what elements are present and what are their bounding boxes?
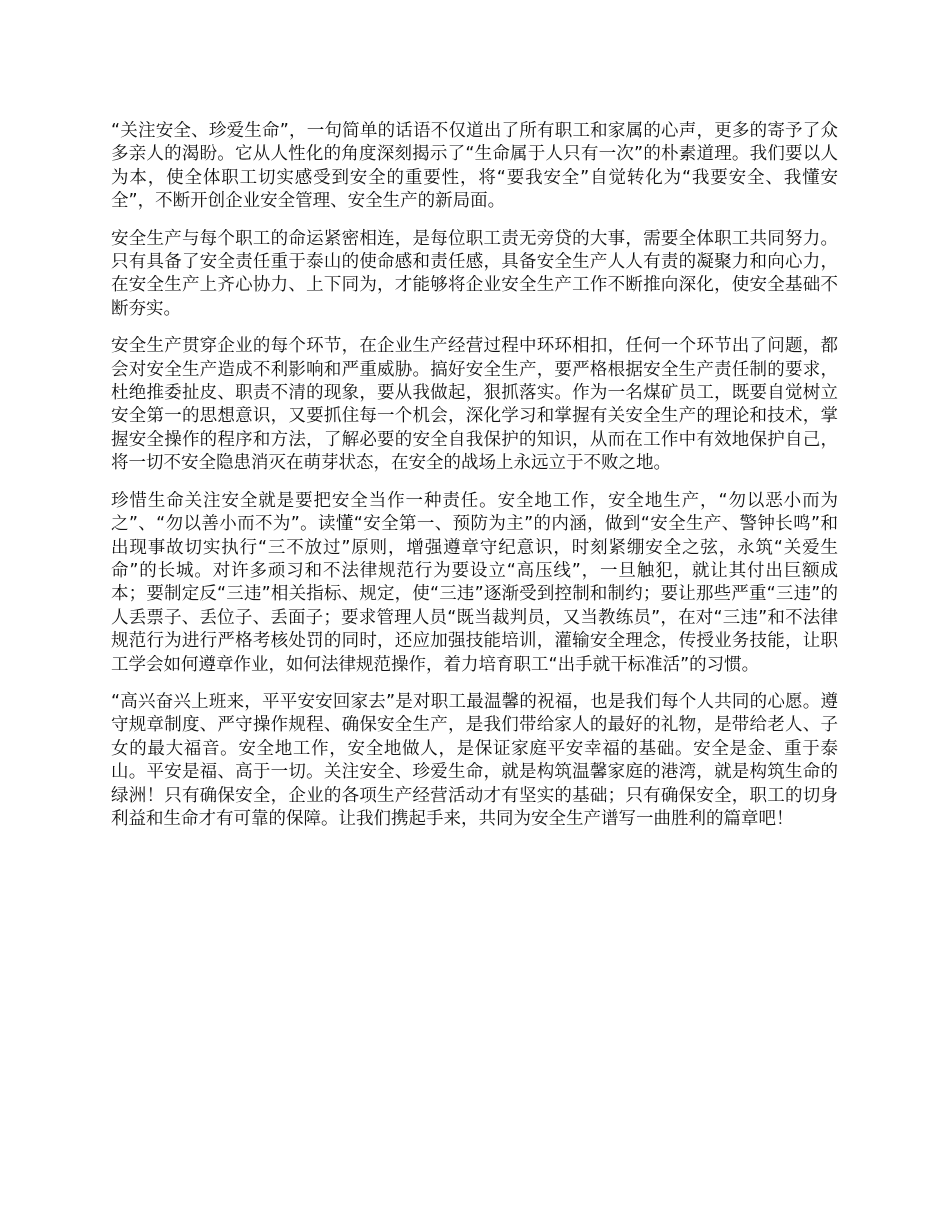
paragraph-5: “高兴奋兴上班来，平平安安回家去”是对职工最温馨的祝福，也是我们每个人共同的心愿。遵守规章制度、严守操作规程、确保安全生产，是我们带给家人的最好的礼物，是带给老人、子女的最大福音。安全地工作，安全地做人，是保证家庭平安幸福的基础。安全是金、重于泰山。平安是福、高于一切。关注安全、珍爱生命，就是构筑温馨家庭的港湾，就是构筑生命的绿洲！只有确保安全，企业的各项生产经营活动才有坚实的基础；只有确保安全，职工的切身利益和生命才有可靠的保障。让我们携起手来，共同为安全生产谱写一曲胜利的篇章吧！ [111, 691, 838, 829]
paragraph-4: 珍惜生命关注安全就是要把安全当作一种责任。安全地工作，安全地生产，“勿以恶小而为之”、“勿以善小而不为”。读懂“安全第一、预防为主”的内涵，做到“安全生产、警钟长鸣”和出现事故切实执行“三不放过”原则，增强遵章守纪意识，时刻紧绷安全之弦，永筑“关爱生命”的长城。对许多顽习和不法律规范行为要设立“高压线”，一旦触犯，就让其付出巨额成本；要制定反“三违”相关指标、规定，使“三违”逐渐受到控制和制约；要让那些严重“三违”的人丢票子、丢位子、丢面子；要求管理人员“既当裁判员，又当教练员”，在对“三违”和不法律规范行为进行严格考核处罚的同时，还应加强技能培训，灌输安全理念，传授业务技能，让职工学会如何遵章作业，如何法律规范操作，着力培育职工“出手就干标准活”的习惯。 [111, 490, 838, 675]
paragraph-3: 安全生产贯穿企业的每个环节，在企业生产经营过程中环环相扣，任何一个环节出了问题，都会对安全生产造成不利影响和严重威胁。搞好安全生产，要严格根据安全生产责任制的要求，杜绝推委扯皮、职责不清的现象，要从我做起，狠抓落实。作为一名煤矿员工，既要自觉树立安全第一的思想意识，又要抓住每一个机会，深化学习和掌握有关安全生产的理论和技术，掌握安全操作的程序和方法，了解必要的安全自我保护的知识，从而在工作中有效地保护自己，将一切不安全隐患消灭在萌芽状态，在安全的战场上永远立于不败之地。 [111, 336, 838, 474]
document-body [111, 120, 838, 845]
paragraph-2: 安全生产与每个职工的命运紧密相连，是每位职工责无旁贷的大事，需要全体职工共同努力。只有具备了安全责任重于泰山的使命感和责任感，具备安全生产人人有责的凝聚力和向心力，在安全生产上齐心协力、上下同为，才能够将企业安全生产工作不断推向深化，使安全基础不断夯实。 [111, 228, 838, 319]
paragraph-1: “关注安全、珍爱生命”，一句简单的话语不仅道出了所有职工和家属的心声，更多的寄予了众多亲人的渴盼。它从人性化的角度深刻揭示了“生命属于人只有一次”的朴素道理。我们要以人为本，使全体职工切实感受到安全的重要性，将“要我安全”自觉转化为“我要安全、我懂安全”，不断开创企业安全管理、安全生产的新局面。 [111, 121, 838, 212]
